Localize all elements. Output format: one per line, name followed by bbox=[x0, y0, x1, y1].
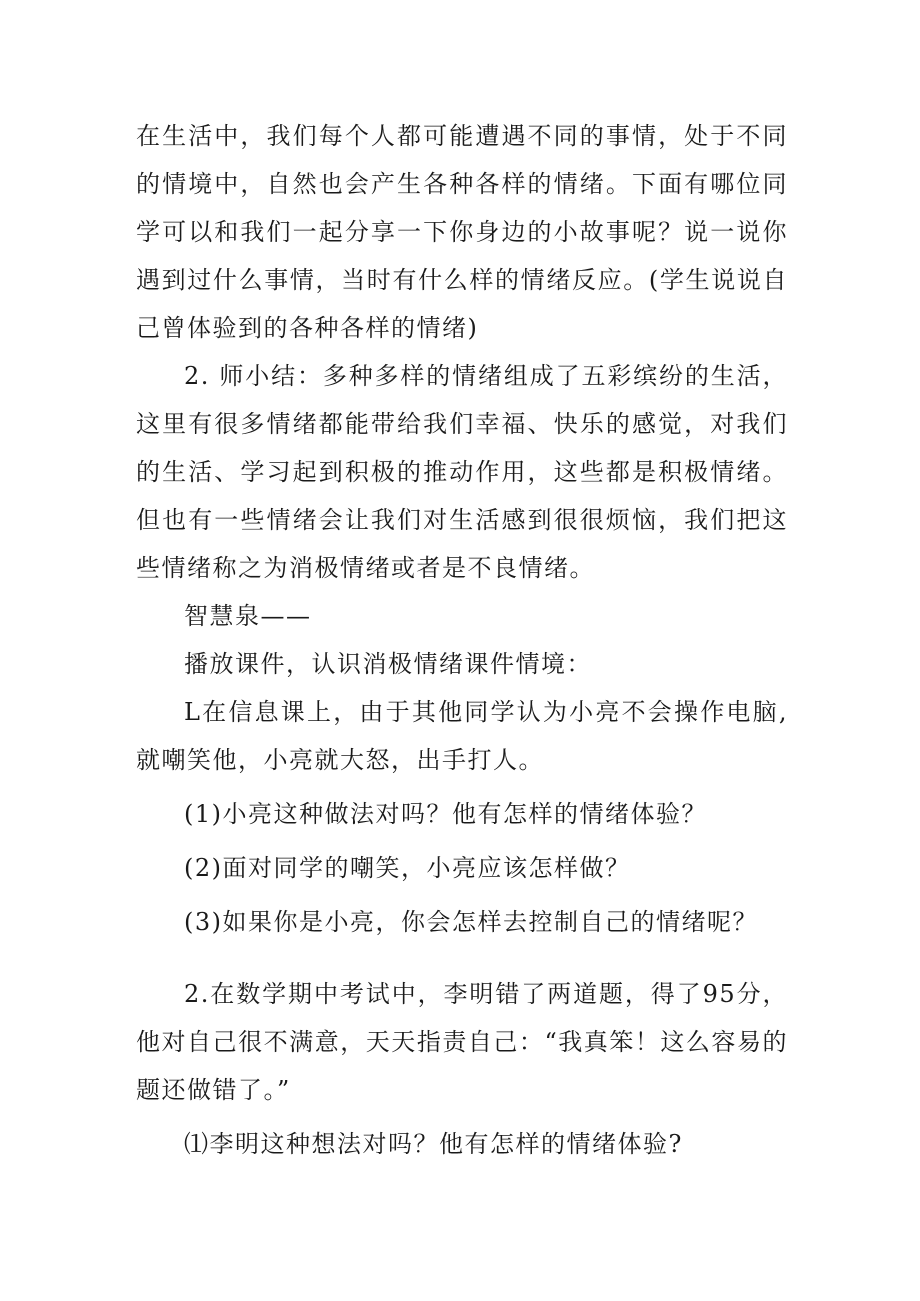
question-2-1: ⑴李明这种想法对吗？他有怎样的情绪体验? bbox=[184, 1130, 683, 1158]
paragraph-intro: 在生活中，我们每个人都可能遭遇不同的事情，处于不同的情境中，自然也会产生各种各样的情绪。下面有哪位同学可以和我们一起分享一下你身边的小故事呢？说一说你遇到过什么事情，当时有什么样的情绪反应。(学生说说自己曾体验到的各种各样的情绪) bbox=[136, 122, 788, 342]
paragraph-scenario-1: L在信息课上，由于其他同学认为小亮不会操作电脑,就嘲笑他，小亮就大怒，出手打人。 bbox=[136, 698, 788, 774]
paragraph-scenario-2: 2.在数学期中考试中，李明错了两道题，得了95分，他对自己很不满意，天天指责自己：“我真笨！这么容易的题还做错了。” bbox=[136, 980, 788, 1104]
question-1-3: (3)如果你是小亮，你会怎样去控制自己的情绪呢？ bbox=[184, 908, 758, 936]
document-body bbox=[136, 112, 788, 1168]
question-1-1: (1)小亮这种做法对吗？他有怎样的情绪体验？ bbox=[184, 800, 707, 828]
section-heading-wisdom-spring: 智慧泉—— bbox=[184, 602, 312, 630]
paragraph-teacher-summary: 2. 师小结：多种多样的情绪组成了五彩缤纷的生活，这里有很多情绪都能带给我们幸福、快乐的感觉，对我们的生活、学习起到积极的推动作用，这些都是积极情绪。但也有一些情绪会让我们对生活感到很很烦恼，我们把这些情绪称之为消极情绪或者是不良情绪。 bbox=[136, 362, 788, 582]
paragraph-courseware-intro: 播放课件，认识消极情绪课件情境： bbox=[184, 650, 592, 678]
question-1-2: (2)面对同学的嘲笑，小亮应该怎样做？ bbox=[184, 854, 631, 882]
